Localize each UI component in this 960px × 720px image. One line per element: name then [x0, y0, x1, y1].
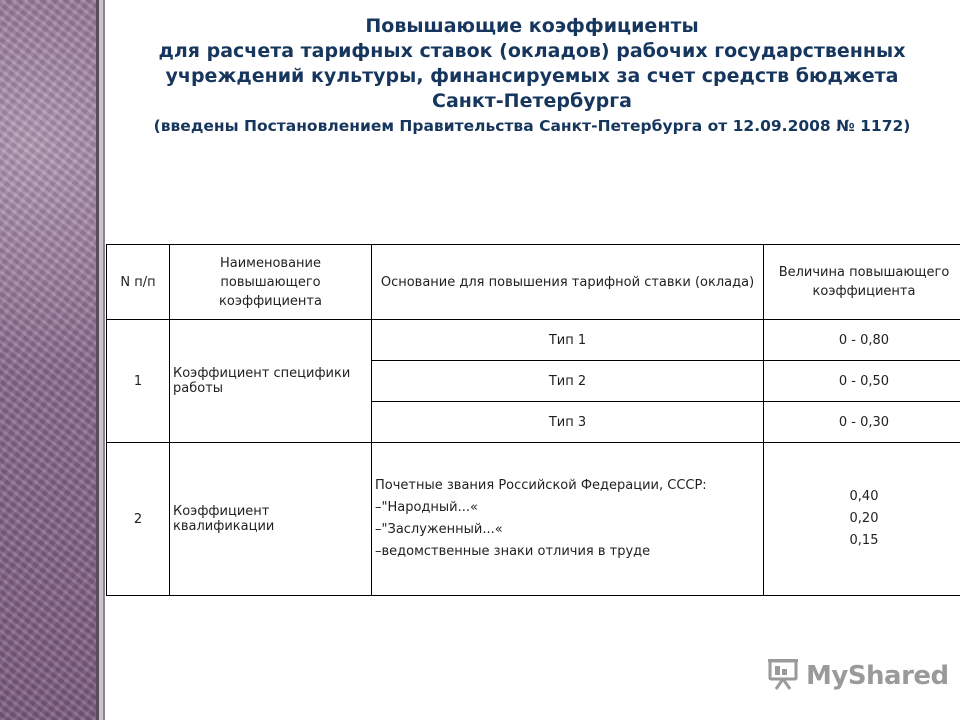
row2-value: 0,15 [849, 533, 879, 548]
decorative-sidebar [0, 0, 96, 720]
title-line-2: для расчета тарифных ставок (окладов) рабочих государственных [158, 40, 906, 62]
row2-basis-line: –"Народный...« [375, 500, 478, 515]
row2-basis-line: –ведомственные знаки отличия в труде [375, 544, 651, 559]
row1-type3-basis: Тип 3 [372, 402, 764, 443]
row2-basis-line: –"Заслуженный...« [375, 522, 503, 537]
row1-type1-basis: Тип 1 [372, 320, 764, 361]
header-basis: Основание для повышения тарифной ставки (оклада) [372, 245, 764, 320]
row2-basis-line: Почетные звания Российской Федерации, СССР: [375, 478, 707, 493]
row2-basis [372, 443, 764, 596]
row1-type2-basis: Тип 2 [372, 361, 764, 402]
slide-title [110, 14, 954, 138]
row1-type2-value: 0 - 0,50 [764, 361, 960, 402]
title-line-1: Повышающие коэффициенты [365, 15, 699, 37]
presentation-board-icon [766, 658, 800, 694]
row2-value: 0,40 [849, 489, 879, 504]
row2-value: 0,20 [849, 511, 879, 526]
row2-name: Коэффициент квалификации [170, 443, 372, 596]
row1-type3-value: 0 - 0,30 [764, 402, 960, 443]
sidebar-divider-thin [103, 0, 105, 720]
row2-number: 2 [107, 443, 170, 596]
header-name: Наименование повышающего коэффициента [170, 245, 372, 320]
watermark-logo [766, 658, 949, 694]
title-line-4: Санкт-Петербурга [432, 90, 632, 112]
table-header-row [107, 245, 960, 320]
coefficients-table [106, 244, 960, 596]
header-number: N п/п [107, 245, 170, 320]
row2-values [764, 443, 960, 596]
row1-type1-value: 0 - 0,80 [764, 320, 960, 361]
watermark-text: MyShared [806, 661, 949, 691]
title-subtitle: (введены Постановлением Правительства Санкт-Петербурга от 12.09.2008 № 1172) [153, 117, 911, 135]
row1-number: 1 [107, 320, 170, 443]
row1-name: Коэффициент специфики работы [170, 320, 372, 443]
table-row [107, 320, 960, 361]
table-row [107, 443, 960, 596]
title-line-3: учреждений культуры, финансируемых за счет средств бюджета [165, 65, 899, 87]
header-value: Величина повышающего коэффициента [764, 245, 960, 320]
